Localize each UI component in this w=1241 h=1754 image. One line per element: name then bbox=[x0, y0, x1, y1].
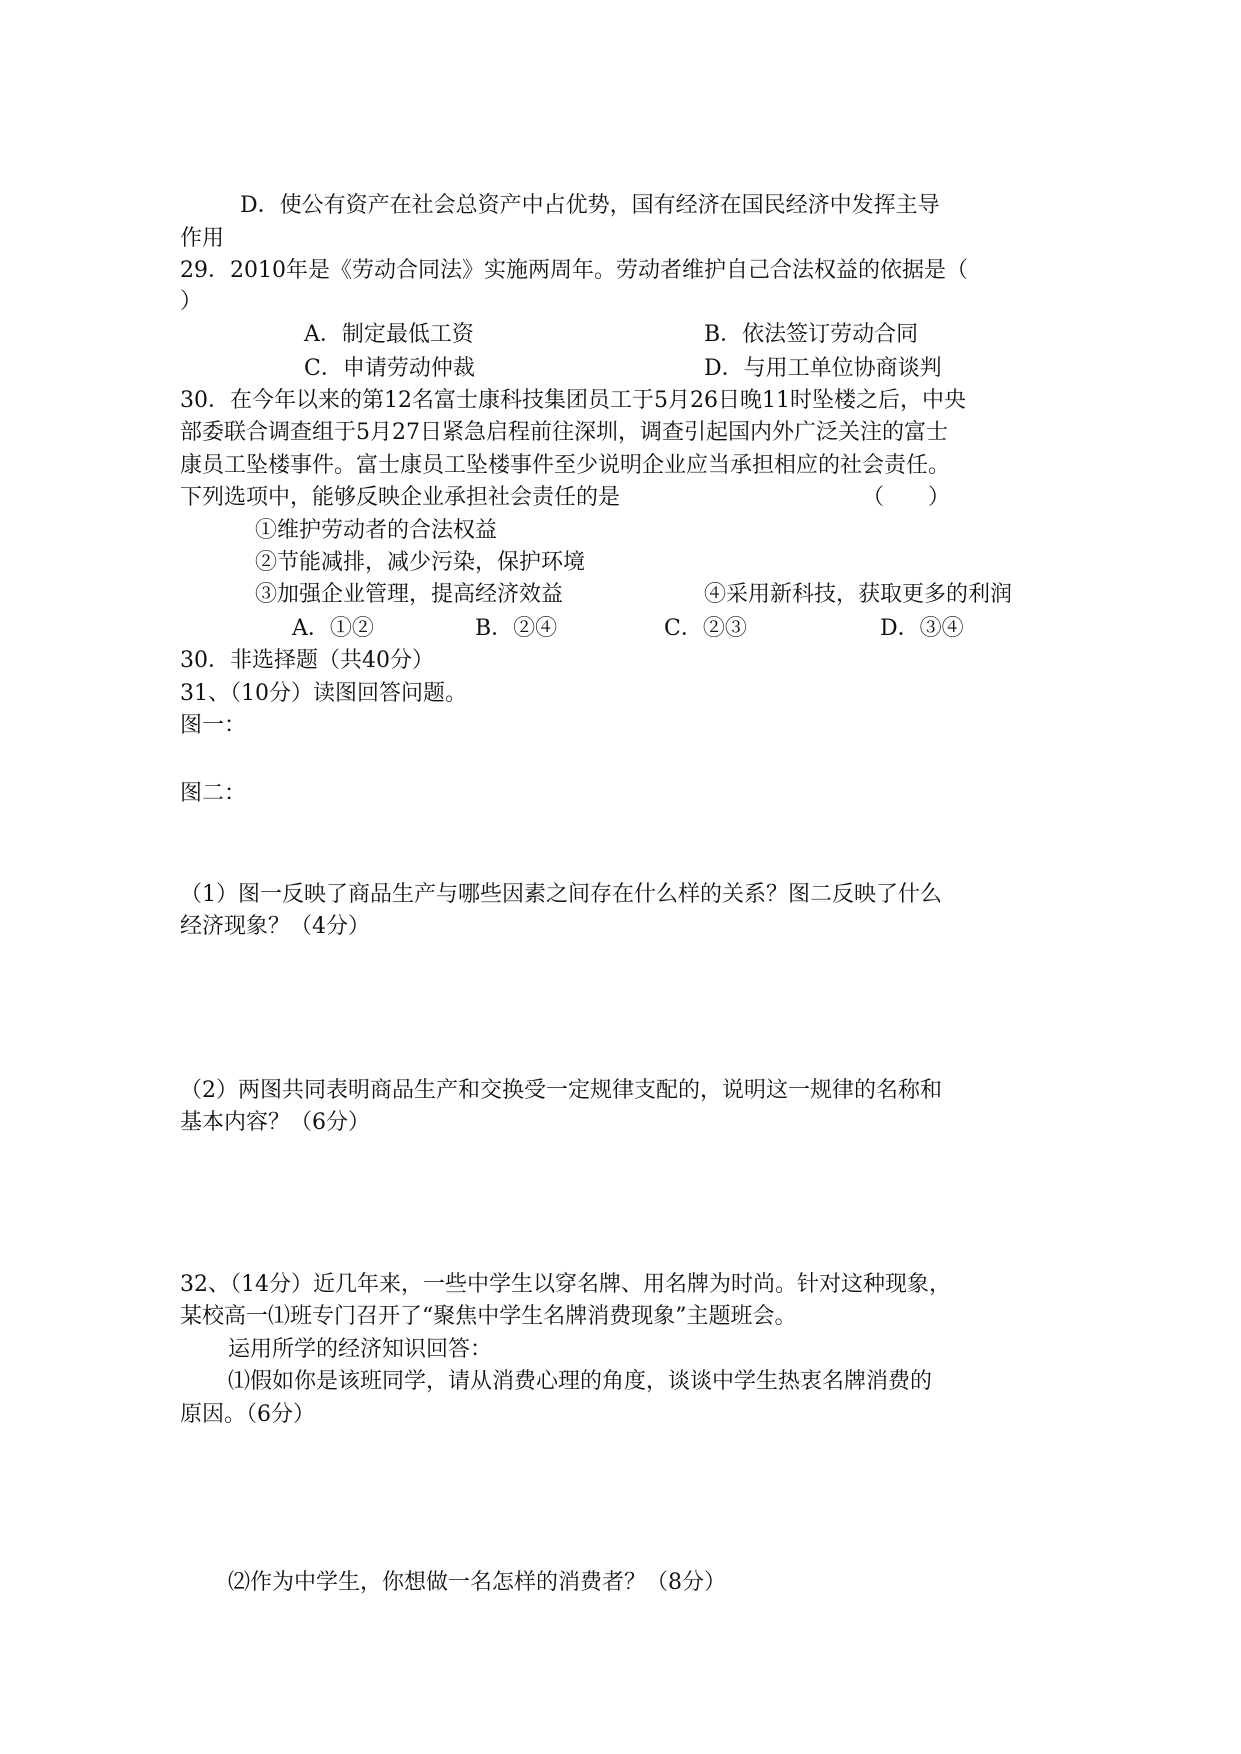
q30-option-d: D．③④ bbox=[880, 616, 964, 641]
q29-option-c: C．申请劳动仲裁 bbox=[304, 356, 475, 381]
q29-stem-line2: ） bbox=[180, 289, 203, 314]
q29-option-b: B．依法签订劳动合同 bbox=[704, 322, 919, 347]
q30-answer-bracket: （ ） bbox=[862, 485, 951, 510]
q29-option-a: A．制定最低工资 bbox=[304, 322, 474, 347]
q29-stem-line1: 29．2010年是《劳动合同法》实施两周年。劳动者维护自己合法权益的依据是（ bbox=[180, 258, 968, 283]
section-heading: 30．非选择题（共40分） bbox=[180, 648, 434, 673]
q31-sub1-line2: 经济现象？（4分） bbox=[180, 914, 370, 939]
q30-stem-line1: 30．在今年以来的第12名富士康科技集团员工于5月26日晚11时坠楼之后，中央 bbox=[180, 388, 966, 413]
q32-stem-line2: 某校高一⑴班专门召开了“聚焦中学生名牌消费现象”主题班会。 bbox=[180, 1304, 797, 1329]
q30-option-a: A．①② bbox=[292, 616, 374, 641]
q32-stem-line1: 32、（14分）近几年来，一些中学生以穿名牌、用名牌为时尚。针对这种现象， bbox=[180, 1272, 951, 1297]
q32-instruction: 运用所学的经济知识回答： bbox=[228, 1337, 493, 1362]
q31-sub1-line1: （1）图一反映了商品生产与哪些因素之间存在什么样的关系？图二反映了什么 bbox=[180, 882, 942, 907]
q30-item-1: ①维护劳动者的合法权益 bbox=[255, 518, 498, 543]
q30-stem-line4: 下列选项中，能够反映企业承担社会责任的是 bbox=[180, 485, 621, 510]
q31-stem: 31、（10分）读图回答问题。 bbox=[180, 681, 467, 706]
q28-option-d-line2: 作用 bbox=[180, 226, 225, 251]
q31-sub2-line2: 基本内容？（6分） bbox=[180, 1110, 370, 1135]
q30-stem-line2: 部委联合调查组于5月27日紧急启程前往深圳，调查引起国内外广泛关注的富士 bbox=[180, 420, 948, 445]
q32-sub2: ⑵作为中学生，你想做一名怎样的消费者？（8分） bbox=[228, 1570, 726, 1595]
q30-stem-line3: 康员工坠楼事件。富士康员工坠楼事件至少说明企业应当承担相应的社会责任。 bbox=[180, 453, 951, 478]
q30-item-2: ②节能减排，减少污染，保护环境 bbox=[255, 550, 586, 575]
q32-sub1-line2: 原因。（6分） bbox=[180, 1402, 315, 1427]
q30-item-3: ③加强企业管理，提高经济效益 bbox=[255, 582, 564, 607]
q31-figure2-label: 图二： bbox=[180, 781, 247, 806]
q30-option-c: C．②③ bbox=[664, 616, 747, 641]
q30-item-4: ④采用新科技，获取更多的利润 bbox=[704, 582, 1013, 607]
q32-sub1-line1: ⑴假如你是该班同学，请从消费心理的角度，谈谈中学生热衷名牌消费的 bbox=[228, 1369, 933, 1394]
q28-option-d-line1: D．使公有资产在社会总资产中占优势，国有经济在国民经济中发挥主导 bbox=[240, 193, 940, 218]
q31-figure1-label: 图一： bbox=[180, 713, 247, 738]
q31-sub2-line1: （2）两图共同表明商品生产和交换受一定规律支配的，说明这一规律的名称和 bbox=[180, 1078, 942, 1103]
q30-option-b: B．②④ bbox=[475, 616, 558, 641]
q29-option-d: D．与用工单位协商谈判 bbox=[704, 356, 942, 381]
